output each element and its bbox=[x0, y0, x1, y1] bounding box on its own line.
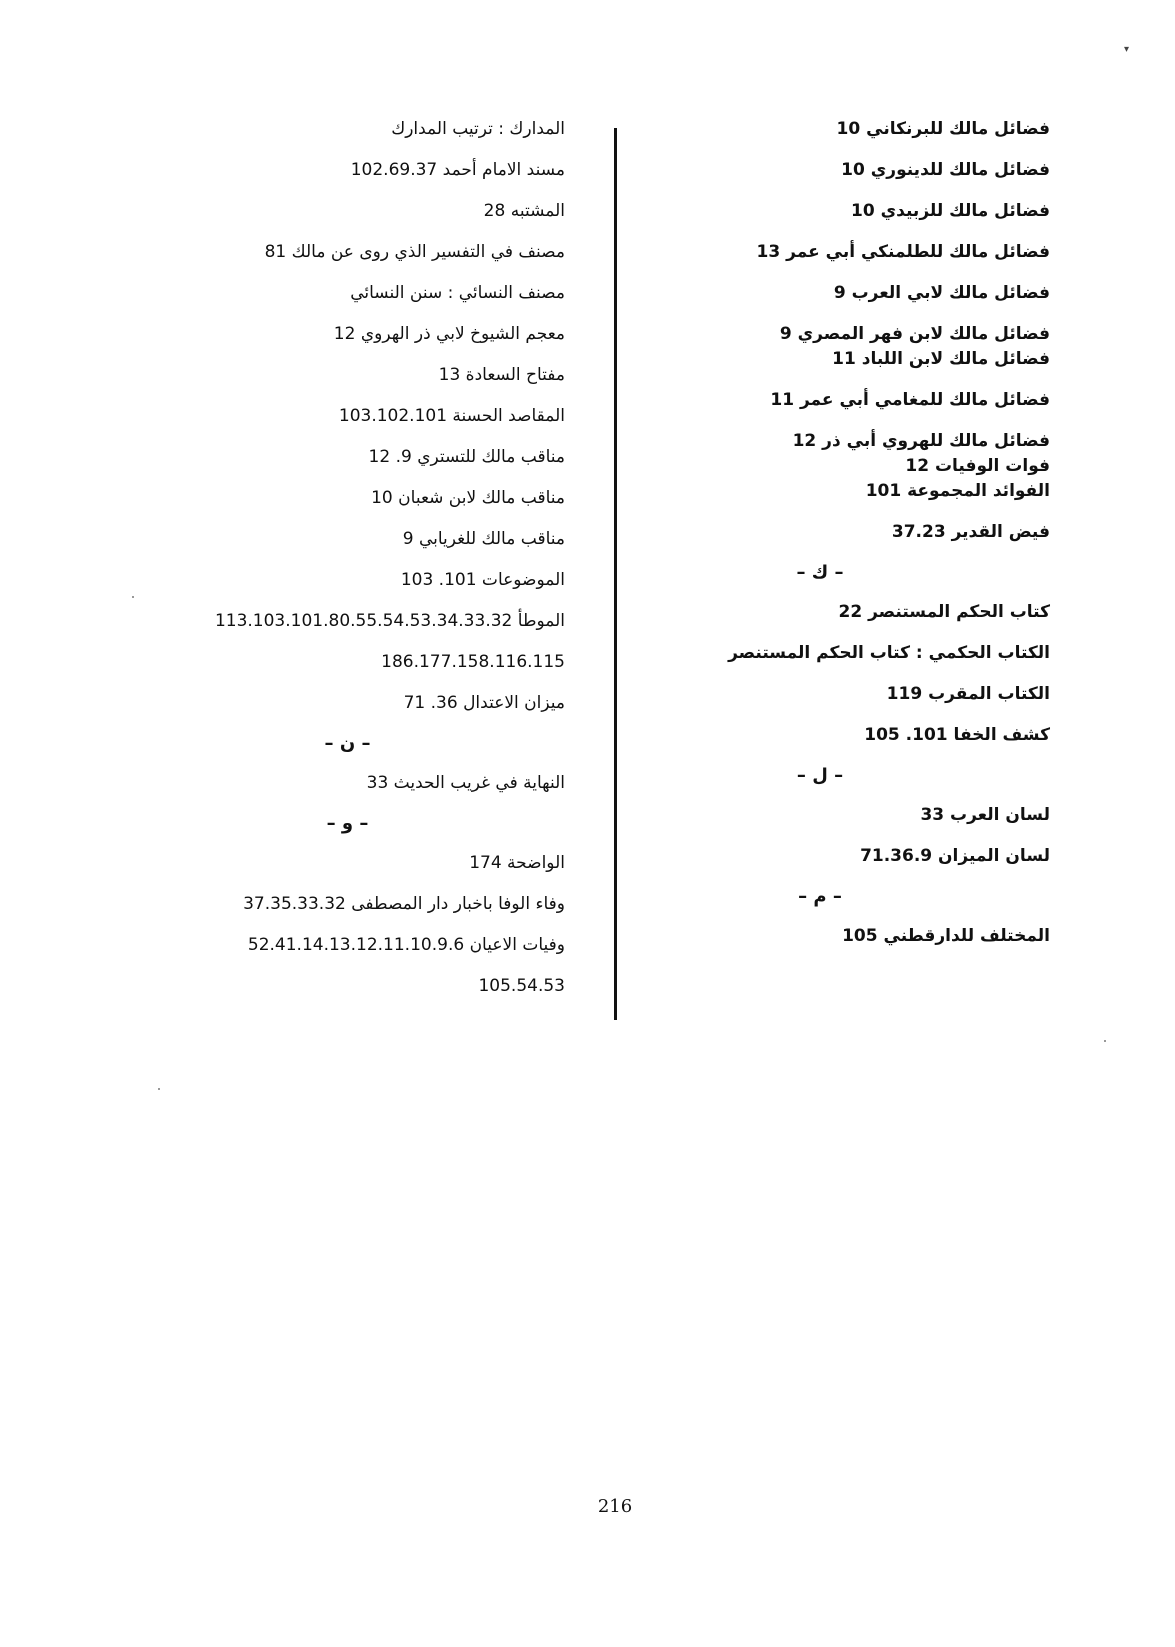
index-entry: الواضحة 174 bbox=[469, 853, 565, 873]
index-entry: فيض القدير 37.23 bbox=[891, 522, 1050, 542]
index-entry: المشتبه 28 bbox=[483, 201, 565, 221]
index-entry-continuation: 186.177.158.116.115 bbox=[381, 652, 565, 672]
index-entry: الموطأ 113.103.101.80.55.54.53.34.33.32 bbox=[214, 611, 565, 631]
index-entry: فضائل مالك لابن فهر المصري 9 bbox=[779, 324, 1050, 344]
index-entry: فضائل مالك للدينوري 10 bbox=[841, 160, 1050, 180]
index-entry: مسند الامام أحمد 102.69.37 bbox=[350, 160, 565, 180]
index-entry: الموضوعات 101. 103 bbox=[400, 570, 565, 590]
index-entry: المدارك : ترتيب المدارك bbox=[391, 119, 565, 139]
index-entry: فوات الوفيات 12 bbox=[905, 456, 1050, 476]
index-entry: مناقب مالك للتستري 9. 12 bbox=[368, 447, 565, 467]
index-entry: مصنف النسائي : سنن النسائي bbox=[350, 283, 565, 303]
scan-speck bbox=[1104, 1040, 1106, 1042]
section-letter-nun: – ن – bbox=[324, 733, 371, 754]
index-entry: فضائل مالك لابن اللباد 11 bbox=[832, 349, 1050, 369]
index-entry: كتاب الحكم المستنصر 22 bbox=[838, 602, 1050, 622]
index-entry: لسان العرب 33 bbox=[920, 805, 1050, 825]
index-entry: ميزان الاعتدال 36. 71 bbox=[403, 693, 565, 713]
index-entry: الكتاب الحكمي : كتاب الحكم المستنصر bbox=[728, 643, 1050, 663]
index-entry: المقاصد الحسنة 103.102.101 bbox=[338, 406, 565, 426]
index-column-left bbox=[170, 118, 565, 1016]
index-entry: كشف الخفا 101. 105 bbox=[864, 725, 1050, 745]
index-column-right bbox=[650, 118, 1050, 966]
index-entry: لسان الميزان 71.36.9 bbox=[860, 846, 1050, 866]
scan-speck bbox=[132, 596, 134, 598]
column-divider bbox=[614, 128, 617, 1020]
section-letter-kaf: – ك – bbox=[796, 562, 844, 583]
scan-mark: ▾ bbox=[1124, 44, 1130, 55]
index-entry: وفيات الاعيان 52.41.14.13.12.11.10.9.6 bbox=[247, 935, 565, 955]
index-entry: معجم الشيوخ لابي ذر الهروي 12 bbox=[333, 324, 565, 344]
index-entry: فضائل مالك للزبيدي 10 bbox=[851, 201, 1050, 221]
index-entry: فضائل مالك لابي العرب 9 bbox=[833, 283, 1050, 303]
index-entry: وفاء الوفا باخبار دار المصطفى 37.35.33.32 bbox=[243, 894, 565, 914]
index-entry: مصنف في التفسير الذي روى عن مالك 81 bbox=[264, 242, 565, 262]
section-letter-mim: – م – bbox=[798, 886, 842, 907]
index-entry: الفوائد المجموعة 101 bbox=[865, 481, 1050, 501]
index-entry: فضائل مالك للبرنكاني 10 bbox=[836, 119, 1050, 139]
index-entry: النهاية في غريب الحديث 33 bbox=[366, 773, 565, 793]
section-letter-waw: – و – bbox=[326, 813, 369, 834]
index-entry: المختلف للدارقطني 105 bbox=[842, 926, 1050, 946]
section-letter-lam: – ل – bbox=[796, 765, 844, 786]
index-entry: فضائل مالك للطلمنكي أبي عمر 13 bbox=[756, 242, 1050, 262]
index-entry: مناقب مالك لابن شعبان 10 bbox=[371, 488, 565, 508]
index-entry: فضائل مالك للمغامي أبي عمر 11 bbox=[770, 390, 1050, 410]
page-number: 216 bbox=[597, 1496, 633, 1517]
index-entry: مناقب مالك للغريابي 9 bbox=[402, 529, 565, 549]
index-entry: مفتاح السعادة 13 bbox=[438, 365, 565, 385]
index-entry: الكتاب المقرب 119 bbox=[886, 684, 1050, 704]
index-entry: فضائل مالك للهروي أبي ذر 12 bbox=[792, 431, 1050, 451]
scan-speck bbox=[158, 1088, 160, 1090]
index-entry-continuation: 105.54.53 bbox=[478, 976, 565, 996]
